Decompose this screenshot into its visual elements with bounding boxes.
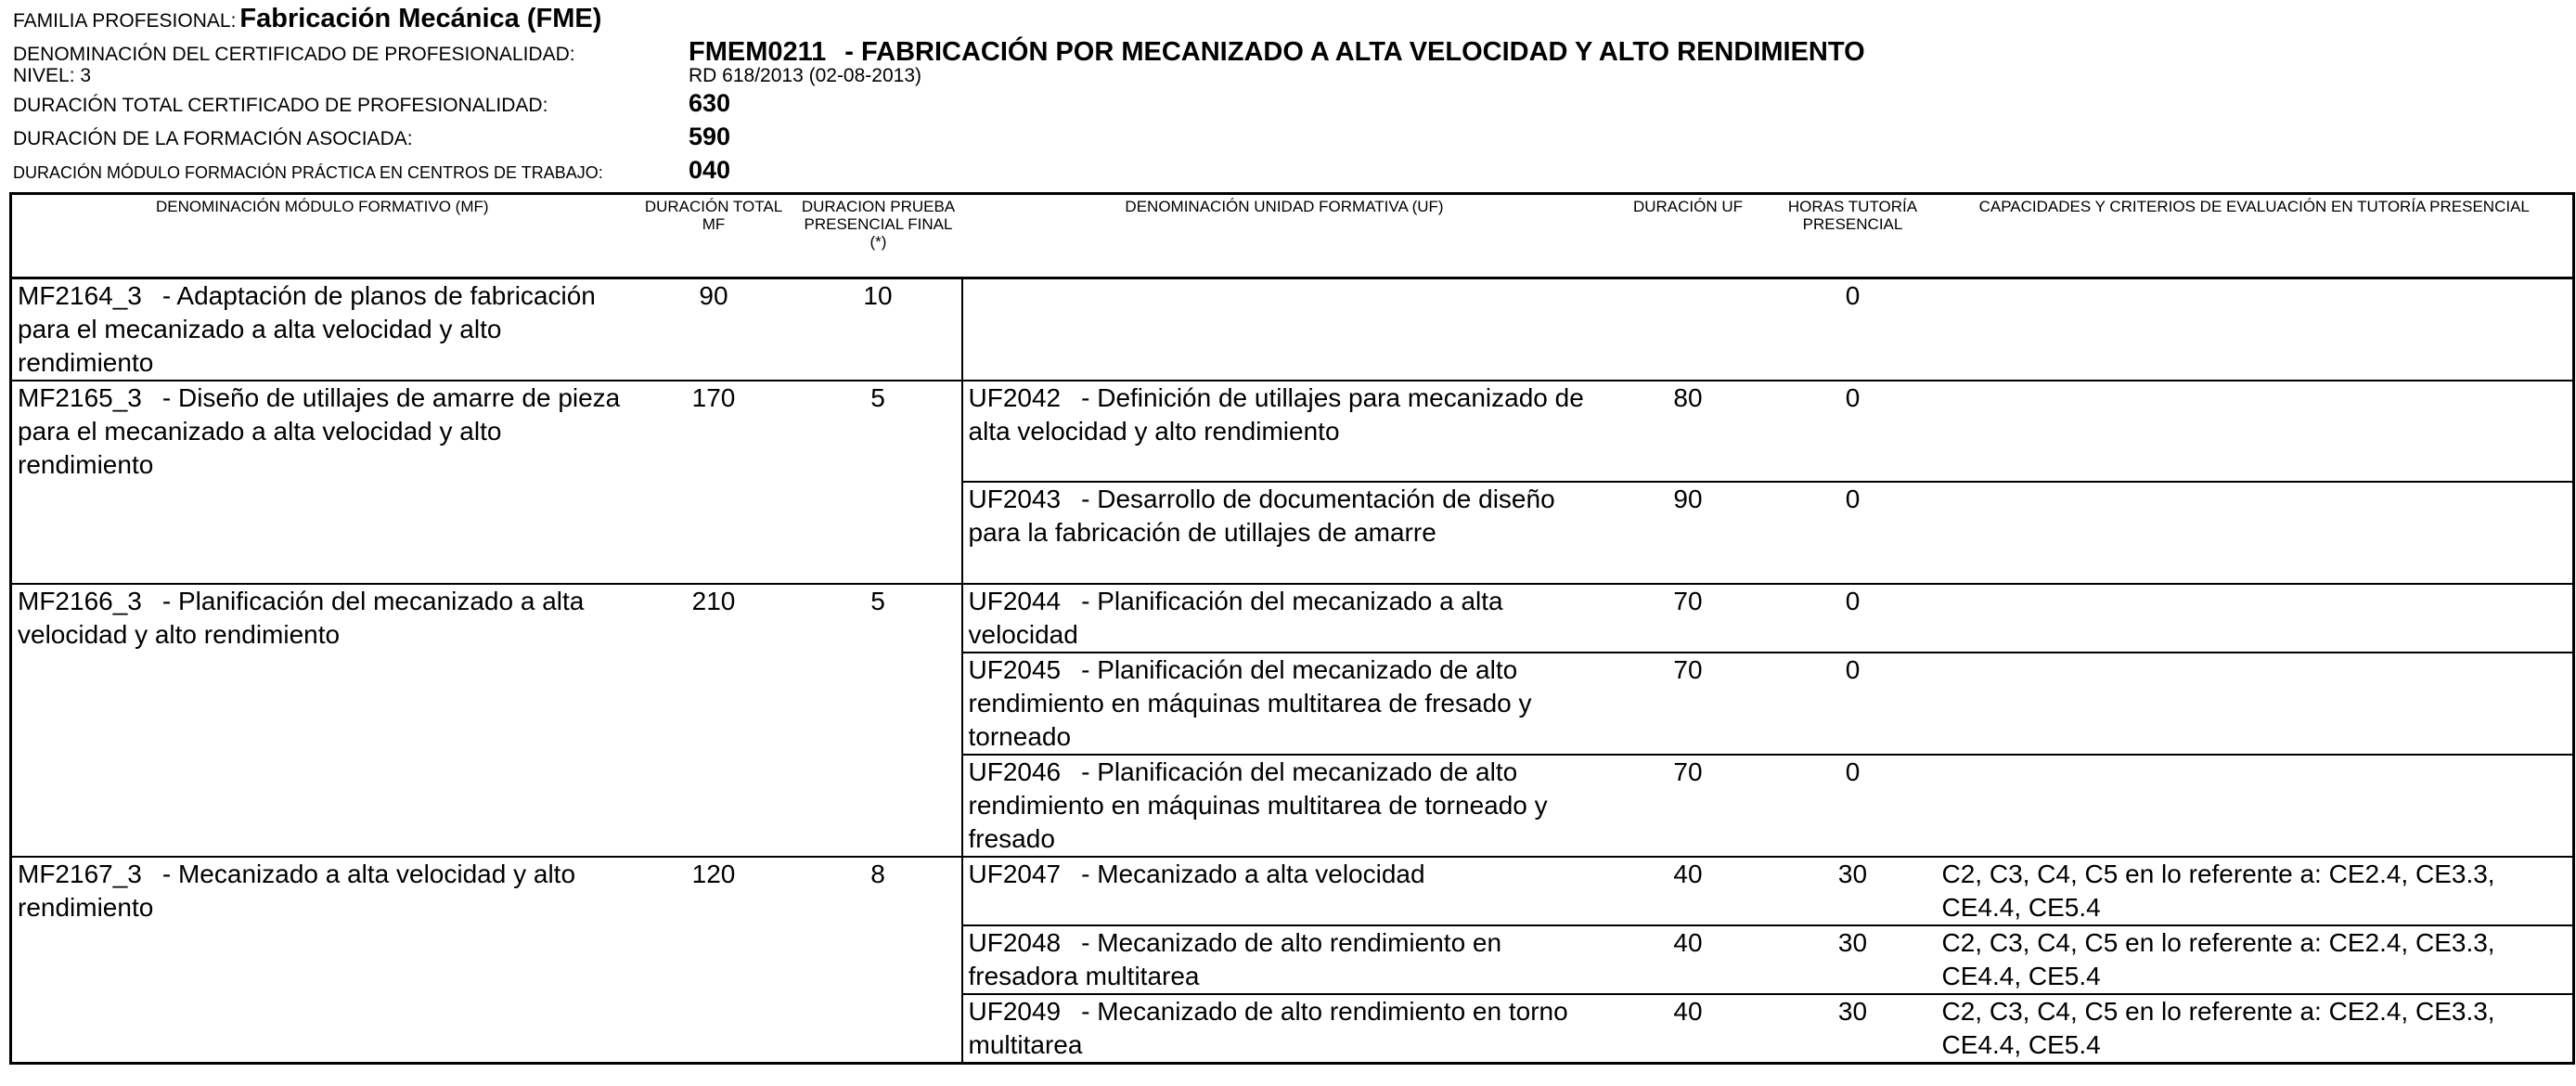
mf-code: MF2166_3 (18, 587, 142, 615)
uf-code: UF2049 (968, 997, 1062, 1026)
uf-name: - Planificación del mecanizado de alto rendimiento en máquinas multitarea de torneado y fresado (968, 757, 1548, 853)
uf-name: - Desarrollo de documentación de diseño para la fabricación de utillajes de amarre (968, 485, 1555, 547)
mf-prueba: 5 (795, 381, 962, 584)
table-header-row (11, 194, 2574, 278)
uf-cell (962, 278, 1607, 381)
col-header-mf: DENOMINACIÓN MÓDULO FORMATIVO (MF) (11, 194, 633, 278)
table-row (11, 381, 2574, 482)
uf-cell (962, 857, 1607, 925)
uf-name: - Mecanizado de alto rendimiento en torno multitarea (968, 997, 1568, 1059)
uf-code: UF2047 (968, 860, 1062, 888)
uf-cell (962, 925, 1607, 994)
denominacion-label: DENOMINACIÓN DEL CERTIFICADO DE PROFESIONALIDAD: (13, 44, 575, 65)
uf-horas-tutoria: 0 (1845, 383, 1861, 412)
mf-code: MF2165_3 (18, 383, 142, 412)
mf-name: - Adaptación de planos de fabricación para el mecanizado a alta velocidad y alto rendimiento (18, 281, 596, 377)
col-header-capacidades: CAPACIDADES Y CRITERIOS DE EVALUACIÓN EN TUTORÍA PRESENCIAL (1937, 194, 2574, 278)
mf-name: - Mecanizado a alta velocidad y alto rendimiento (18, 860, 576, 922)
duracion-practica-row (13, 156, 2556, 189)
mf-cell (11, 584, 633, 857)
col-header-prueba: DURACION PRUEBA PRESENCIAL FINAL (*) (795, 194, 962, 278)
uf-duracion: 40 (1607, 925, 1770, 994)
familia-row (13, 4, 2556, 37)
uf-duracion: 70 (1607, 755, 1770, 857)
nivel-row (13, 65, 2556, 89)
mf-name: - Planificación del mecanizado a alta velocidad y alto rendimiento (18, 587, 585, 649)
uf-code: UF2046 (968, 757, 1062, 786)
col-header-uf: DENOMINACIÓN UNIDAD FORMATIVA (UF) (962, 194, 1607, 278)
uf-cell (962, 653, 1607, 755)
uf-code: UF2043 (968, 485, 1062, 513)
table-row (11, 857, 2574, 925)
uf-horas-tutoria: 0 (1845, 587, 1861, 615)
certificado-title: - FABRICACIÓN POR MECANIZADO A ALTA VELOCIDAD Y ALTO RENDIMIENTO (844, 37, 1865, 67)
uf-capacidades (1937, 653, 2574, 755)
uf-code: UF2048 (968, 928, 1062, 957)
mf-cell (11, 278, 633, 381)
col-header-duracion-uf: DURACIÓN UF (1607, 194, 1770, 278)
table-row (11, 278, 2574, 381)
duracion-formacion-label: DURACIÓN DE LA FORMACIÓN ASOCIADA: (13, 128, 413, 149)
uf-cell (962, 482, 1607, 584)
uf-capacidades (1937, 381, 2574, 482)
mf-code: MF2164_3 (18, 281, 142, 310)
uf-name: - Planificación del mecanizado a alta velocidad (968, 587, 1503, 649)
uf-cell (962, 994, 1607, 1064)
uf-horas-tutoria: 0 (1770, 653, 1937, 755)
uf-name: - Planificación del mecanizado de alto rendimiento en máquinas multitarea de fresado y torneado (968, 655, 1532, 751)
mf-cell (11, 381, 633, 584)
col-header-horas-tutoria: HORAS TUTORÍA PRESENCIAL (1770, 194, 1937, 278)
nivel-label: NIVEL: 3 (13, 65, 92, 86)
col-header-duracion-mf: DURACIÓN TOTAL MF (633, 194, 795, 278)
uf-horas-tutoria: 0 (1770, 755, 1937, 857)
table-row (11, 584, 2574, 653)
duracion-practica-label: DURACIÓN MÓDULO FORMACIÓN PRÁCTICA EN CENTROS DE TRABAJO: (13, 163, 603, 182)
modules-table (9, 192, 2575, 1065)
document-header (13, 4, 2556, 189)
uf-horas-tutoria: 30 (1770, 994, 1937, 1064)
uf-duracion: 90 (1607, 482, 1770, 584)
uf-horas-tutoria: 0 (1770, 482, 1937, 584)
mf-code: MF2167_3 (18, 860, 142, 888)
uf-horas-tutoria: 0 (1770, 278, 1937, 381)
duracion-total-value: 630 (689, 89, 731, 117)
duracion-total-row (13, 89, 2556, 123)
certificado-code: FMEM0211 (689, 37, 827, 67)
familia-value: Fabricación Mecánica (FME) (239, 4, 602, 33)
uf-cell (962, 381, 1607, 482)
uf-code: UF2042 (968, 383, 1062, 412)
uf-duracion: 70 (1607, 653, 1770, 755)
uf-duracion: 70 (1673, 587, 1703, 615)
duracion-practica-value: 040 (689, 156, 731, 184)
uf-name: - Definición de utillajes para mecanizado de alta velocidad y alto rendimiento (968, 383, 1584, 446)
denominacion-row (13, 37, 2556, 65)
uf-capacidades (1937, 278, 2574, 381)
uf-capacidades: C2, C3, C4, C5 en lo referente a: CE2.4, CE3.3, CE4.4, CE5.4 (1937, 925, 2574, 994)
mf-duracion: 210 (633, 584, 795, 857)
uf-cell (962, 755, 1607, 857)
duracion-formacion-value: 590 (689, 123, 731, 150)
uf-code: UF2045 (968, 655, 1062, 684)
mf-duracion: 90 (633, 278, 795, 381)
mf-name: - Diseño de utillajes de amarre de pieza para el mecanizado a alta velocidad y alto rendimiento (18, 383, 621, 479)
mf-duracion: 120 (691, 860, 736, 888)
uf-duracion: 40 (1673, 860, 1703, 888)
mf-prueba: 5 (795, 584, 962, 857)
uf-horas-tutoria: 30 (1837, 860, 1868, 888)
uf-duracion: 40 (1607, 994, 1770, 1064)
uf-name: - Mecanizado de alto rendimiento en fresadora multitarea (968, 928, 1502, 990)
uf-duracion: 80 (1673, 383, 1703, 412)
uf-capacidades (1937, 482, 2574, 584)
uf-code: UF2044 (968, 587, 1062, 615)
uf-horas-tutoria: 30 (1770, 925, 1937, 994)
uf-capacidades (1937, 755, 2574, 857)
duracion-total-label: DURACIÓN TOTAL CERTIFICADO DE PROFESIONALIDAD: (13, 95, 548, 116)
mf-duracion: 170 (633, 381, 795, 584)
uf-capacidades: C2, C3, C4, C5 en lo referente a: CE2.4, CE3.3, CE4.4, CE5.4 (1937, 994, 2574, 1064)
uf-name: - Mecanizado a alta velocidad (1081, 860, 1425, 888)
uf-cell (962, 584, 1607, 653)
duracion-formacion-row (13, 123, 2556, 156)
uf-capacidades: C2, C3, C4, C5 en lo referente a: CE2.4, CE3.3, CE4.4, CE5.4 (1941, 860, 2495, 922)
rd-reference: RD 618/2013 (02-08-2013) (689, 65, 921, 86)
mf-cell (11, 857, 633, 1064)
uf-capacidades (1937, 584, 2574, 653)
uf-duracion (1607, 278, 1770, 381)
familia-label: FAMILIA PROFESIONAL: (13, 10, 237, 32)
mf-prueba: 10 (795, 278, 962, 381)
mf-prueba: 8 (870, 860, 885, 888)
